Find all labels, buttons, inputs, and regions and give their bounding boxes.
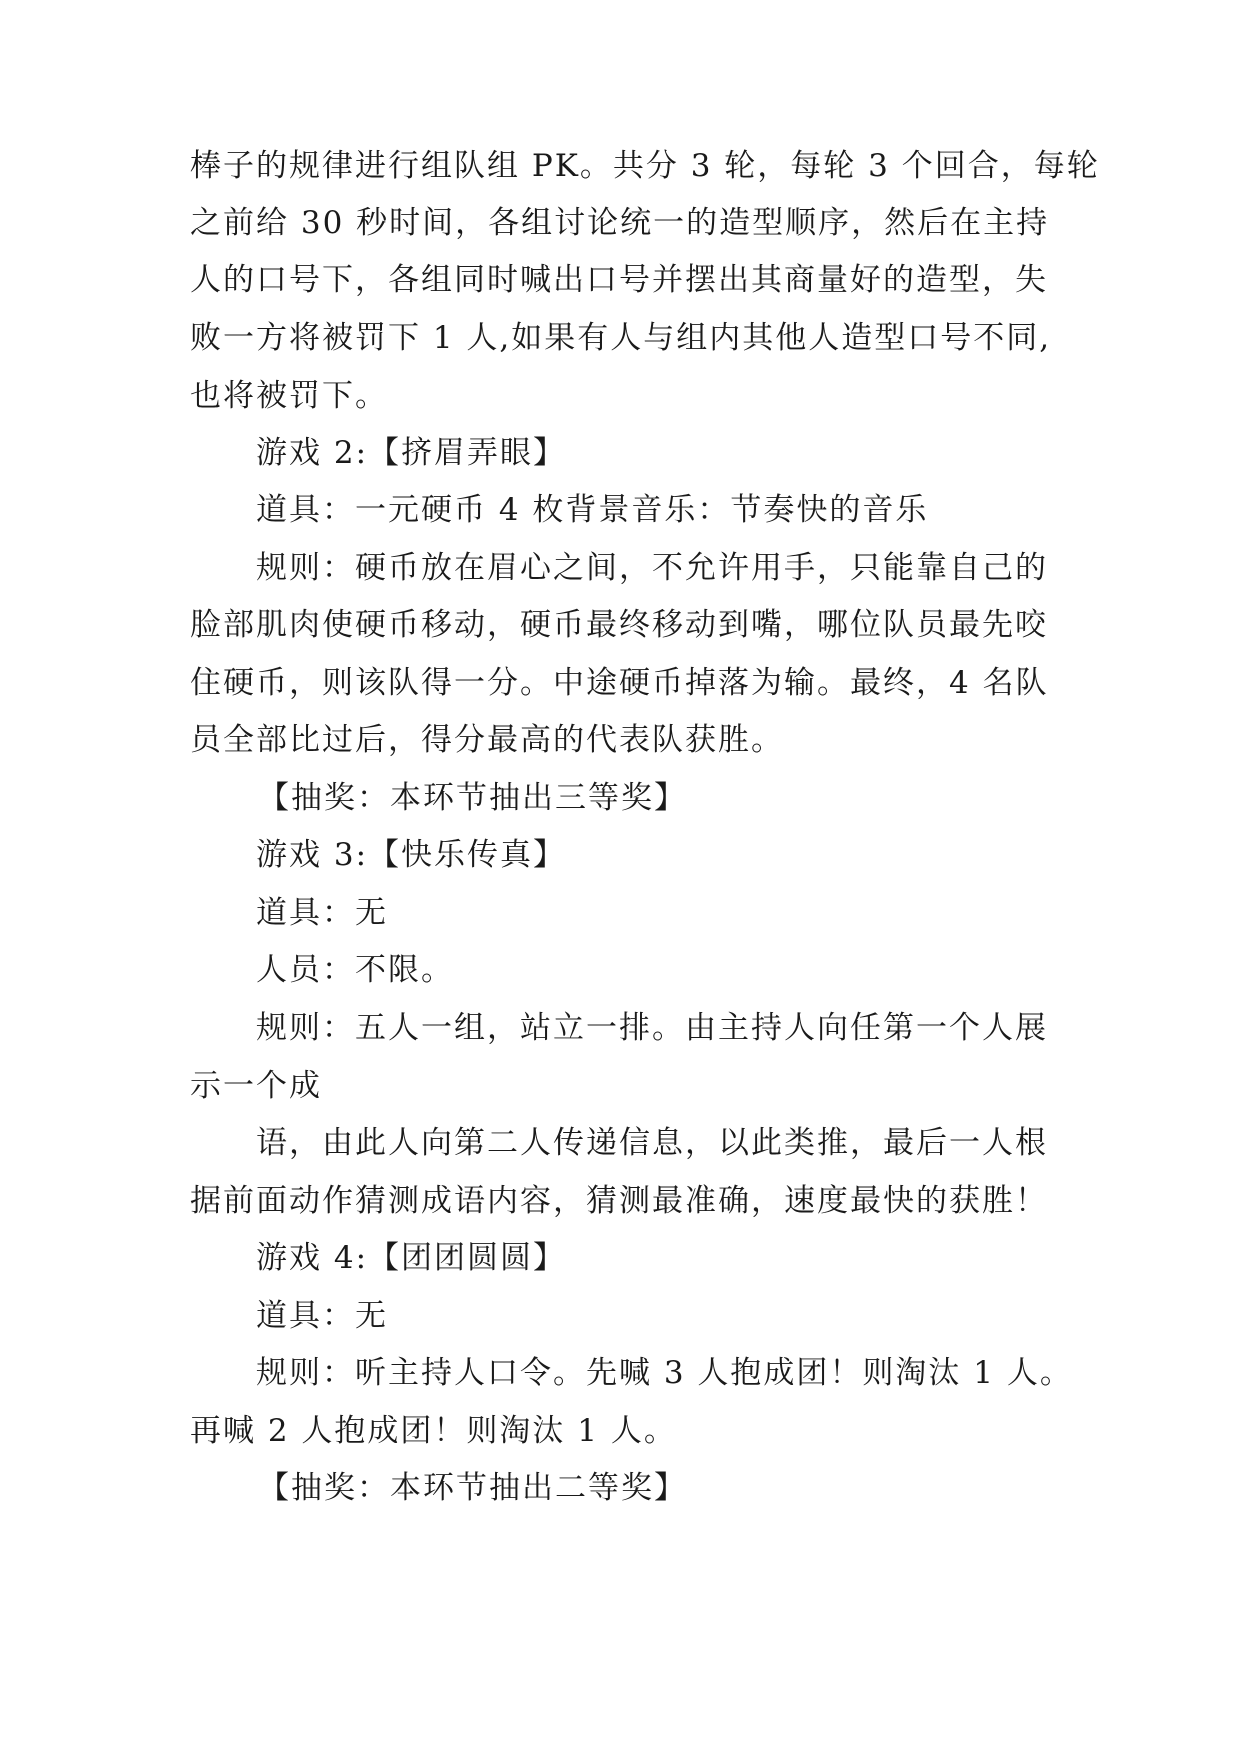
paragraph-line: 也将被罚下。	[190, 378, 388, 414]
paragraph-line: 员全部比过后，得分最高的代表队获胜。	[190, 722, 784, 758]
paragraph-line: 据前面动作猜测成语内容，猜测最准确，速度最快的获胜！	[190, 1183, 1048, 1219]
game-3-heading: 游戏 3:【快乐传真】	[256, 837, 567, 873]
paragraph-line: 败一方将被罚下 1 人,如果有人与组内其他人造型口号不同,	[190, 320, 1052, 356]
game-4-heading: 游戏 4:【团团圆圆】	[256, 1240, 567, 1276]
game-2-rules-line: 规则：硬币放在眉心之间，不允许用手，只能靠自己的	[256, 550, 1048, 586]
game-4-props: 道具：无	[256, 1298, 388, 1334]
paragraph-line: 之前给 30 秒时间，各组讨论统一的造型顺序，然后在主持	[190, 205, 1050, 241]
paragraph-line: 示一个成	[190, 1068, 322, 1104]
game-2-props: 道具：一元硬币 4 枚背景音乐：节奏快的音乐	[256, 492, 929, 528]
game-3-props: 道具：无	[256, 895, 388, 931]
game-4-rules-line: 规则：听主持人口令。先喊 3 人抱成团！则淘汰 1 人。	[256, 1355, 1073, 1391]
paragraph-line: 人的口号下，各组同时喊出口号并摆出其商量好的造型，失	[190, 262, 1048, 298]
prize-draw-third: 【抽奖：本环节抽出三等奖】	[258, 780, 687, 816]
game-3-people: 人员：不限。	[256, 952, 454, 988]
prize-draw-second: 【抽奖：本环节抽出二等奖】	[258, 1470, 687, 1506]
paragraph-line: 脸部肌肉使硬币移动，硬币最终移动到嘴，哪位队员最先咬	[190, 607, 1048, 643]
paragraph-line: 住硬币，则该队得一分。中途硬币掉落为输。最终，4 名队	[190, 665, 1049, 701]
game-2-heading: 游戏 2:【挤眉弄眼】	[256, 435, 567, 471]
game-3-rules-line: 规则：五人一组，站立一排。由主持人向任第一个人展	[256, 1010, 1048, 1046]
paragraph-line: 再喊 2 人抱成团！则淘汰 1 人。	[190, 1413, 677, 1449]
paragraph-line: 棒子的规律进行组队组 PK。共分 3 轮，每轮 3 个回合，每轮	[190, 148, 1100, 184]
paragraph-line: 语，由此人向第二人传递信息，以此类推，最后一人根	[256, 1125, 1048, 1161]
